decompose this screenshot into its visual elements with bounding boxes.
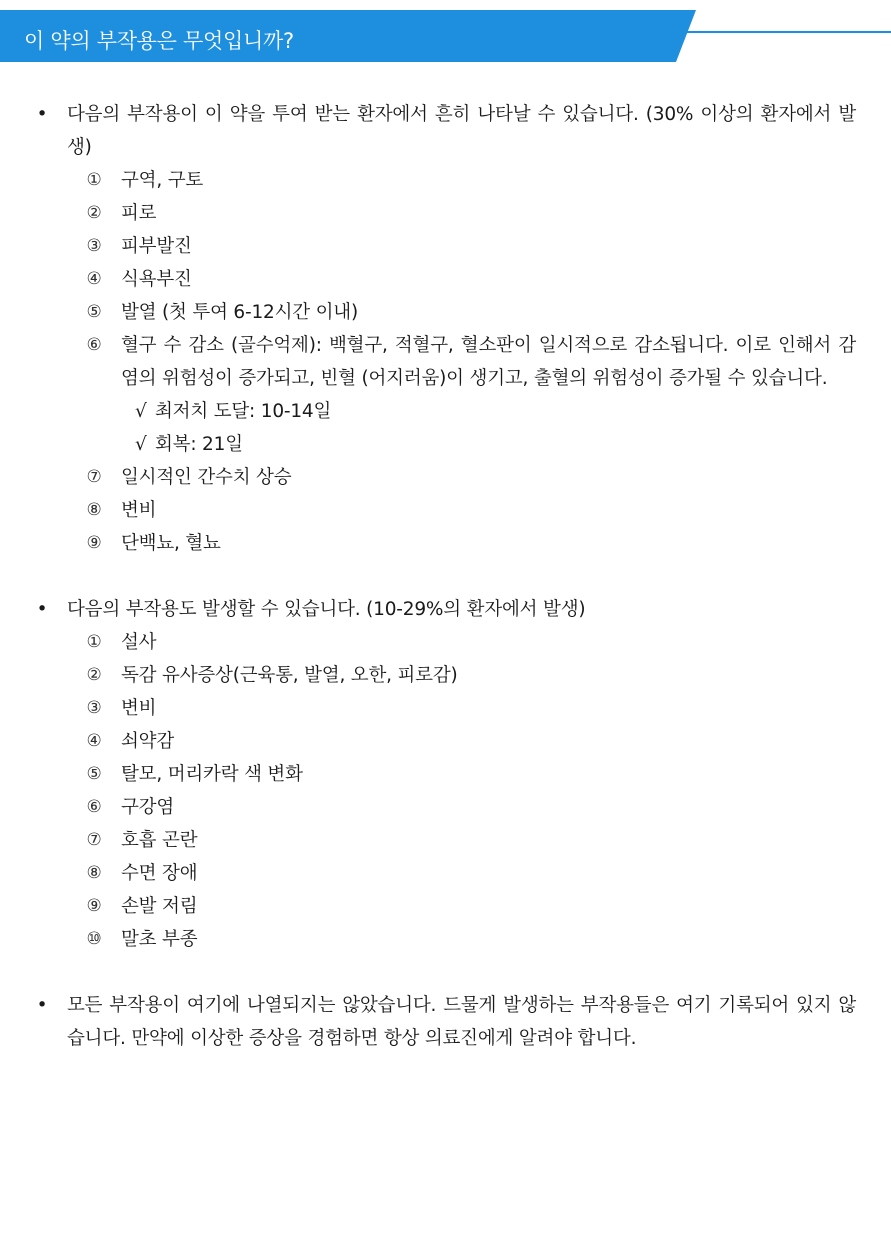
item-text: 단백뇨, 혈뇨: [121, 533, 221, 554]
item-number: ①: [86, 632, 102, 652]
list-item: [67, 626, 856, 659]
bullet-icon: •: [36, 104, 48, 125]
item-text: 독감 유사증상(근육통, 발열, 오한, 피로감): [121, 665, 458, 686]
item-number: ③: [86, 236, 102, 256]
list-item: [67, 725, 856, 758]
item-number: ⑨: [86, 896, 102, 916]
item-text: 구강염: [121, 797, 175, 818]
sub-list: [121, 395, 856, 461]
list-item: [67, 857, 856, 890]
item-text: 피부발진: [121, 236, 192, 257]
list-item: [67, 758, 856, 791]
item-number: ⑨: [86, 533, 102, 553]
common-side-effects-section: [36, 98, 856, 560]
list-item: [67, 494, 856, 527]
list-item: [67, 923, 856, 956]
sub-item: [121, 395, 856, 428]
item-number: ⑦: [86, 830, 102, 850]
item-number: ①: [86, 170, 102, 190]
list-item: [67, 197, 856, 230]
content: [36, 98, 856, 1088]
check-icon: √: [135, 401, 147, 422]
item-text: 혈구 수 감소 (골수억제): 백혈구, 적혈구, 혈소판이 일시적으로 감소됩니다. 이로 인해서 감염의 위험성이 증가되고, 빈혈 (어지러움)이 생기고, 출혈의 위험성이 증가될 수 있습니다.: [121, 335, 856, 389]
sub-item-text: 회복: 21일: [155, 434, 243, 455]
item-text: 말초 부종: [121, 929, 198, 950]
item-text: 설사: [121, 632, 157, 653]
list-item: [67, 329, 856, 461]
bullet-icon: •: [36, 995, 48, 1016]
item-number: ②: [86, 665, 102, 685]
list-item: [67, 527, 856, 560]
item-number: ⑦: [86, 467, 102, 487]
sub-item: [121, 428, 856, 461]
sub-item-text: 최저치 도달: 10-14일: [155, 401, 332, 422]
item-text: 일시적인 간수치 상승: [121, 467, 292, 488]
common-list: [67, 164, 856, 560]
item-number: ⑧: [86, 863, 102, 883]
item-text: 식욕부진: [121, 269, 192, 290]
item-number: ⑩: [86, 929, 102, 949]
common-intro: 다음의 부작용이 이 약을 투여 받는 환자에서 흔히 나타날 수 있습니다. (30% 이상의 환자에서 발생): [67, 104, 856, 158]
item-text: 호흡 곤란: [121, 830, 198, 851]
item-number: ④: [86, 269, 102, 289]
list-item: [67, 692, 856, 725]
item-text: 손발 저림: [121, 896, 198, 917]
disclaimer-text: 모든 부작용이 여기에 나열되지는 않았습니다. 드물게 발생하는 부작용들은 여기 기록되어 있지 않습니다. 만약에 이상한 증상을 경험하면 항상 의료진에게 알려야 합니다.: [67, 995, 856, 1049]
item-text: 발열 (첫 투여 6-12시간 이내): [121, 302, 358, 323]
item-text: 피로: [121, 203, 157, 224]
item-text: 쇠약감: [121, 731, 175, 752]
list-item: [67, 461, 856, 494]
item-number: ⑥: [86, 335, 102, 355]
item-number: ④: [86, 731, 102, 751]
item-text: 변비: [121, 698, 157, 719]
disclaimer-section: [36, 989, 856, 1055]
item-number: ③: [86, 698, 102, 718]
less-common-side-effects-section: [36, 593, 856, 956]
item-text: 변비: [121, 500, 157, 521]
page-title: 이 약의 부작용은 무엇입니까?: [24, 29, 294, 53]
item-text: 탈모, 머리카락 색 변화: [121, 764, 303, 785]
item-number: ⑥: [86, 797, 102, 817]
item-number: ②: [86, 203, 102, 223]
item-number: ⑧: [86, 500, 102, 520]
list-item: [67, 263, 856, 296]
bullet-icon: •: [36, 599, 48, 620]
less-common-intro: 다음의 부작용도 발생할 수 있습니다. (10-29%의 환자에서 발생): [67, 599, 586, 620]
list-item: [67, 296, 856, 329]
list-item: [67, 791, 856, 824]
list-item: [67, 659, 856, 692]
section-header: [0, 10, 891, 62]
item-number: ⑤: [86, 764, 102, 784]
list-item: [67, 890, 856, 923]
item-text: 구역, 구토: [121, 170, 204, 191]
item-number: ⑤: [86, 302, 102, 322]
less-common-list: [67, 626, 856, 956]
check-icon: √: [135, 434, 147, 455]
list-item: [67, 230, 856, 263]
item-text: 수면 장애: [121, 863, 198, 884]
list-item: [67, 164, 856, 197]
list-item: [67, 824, 856, 857]
